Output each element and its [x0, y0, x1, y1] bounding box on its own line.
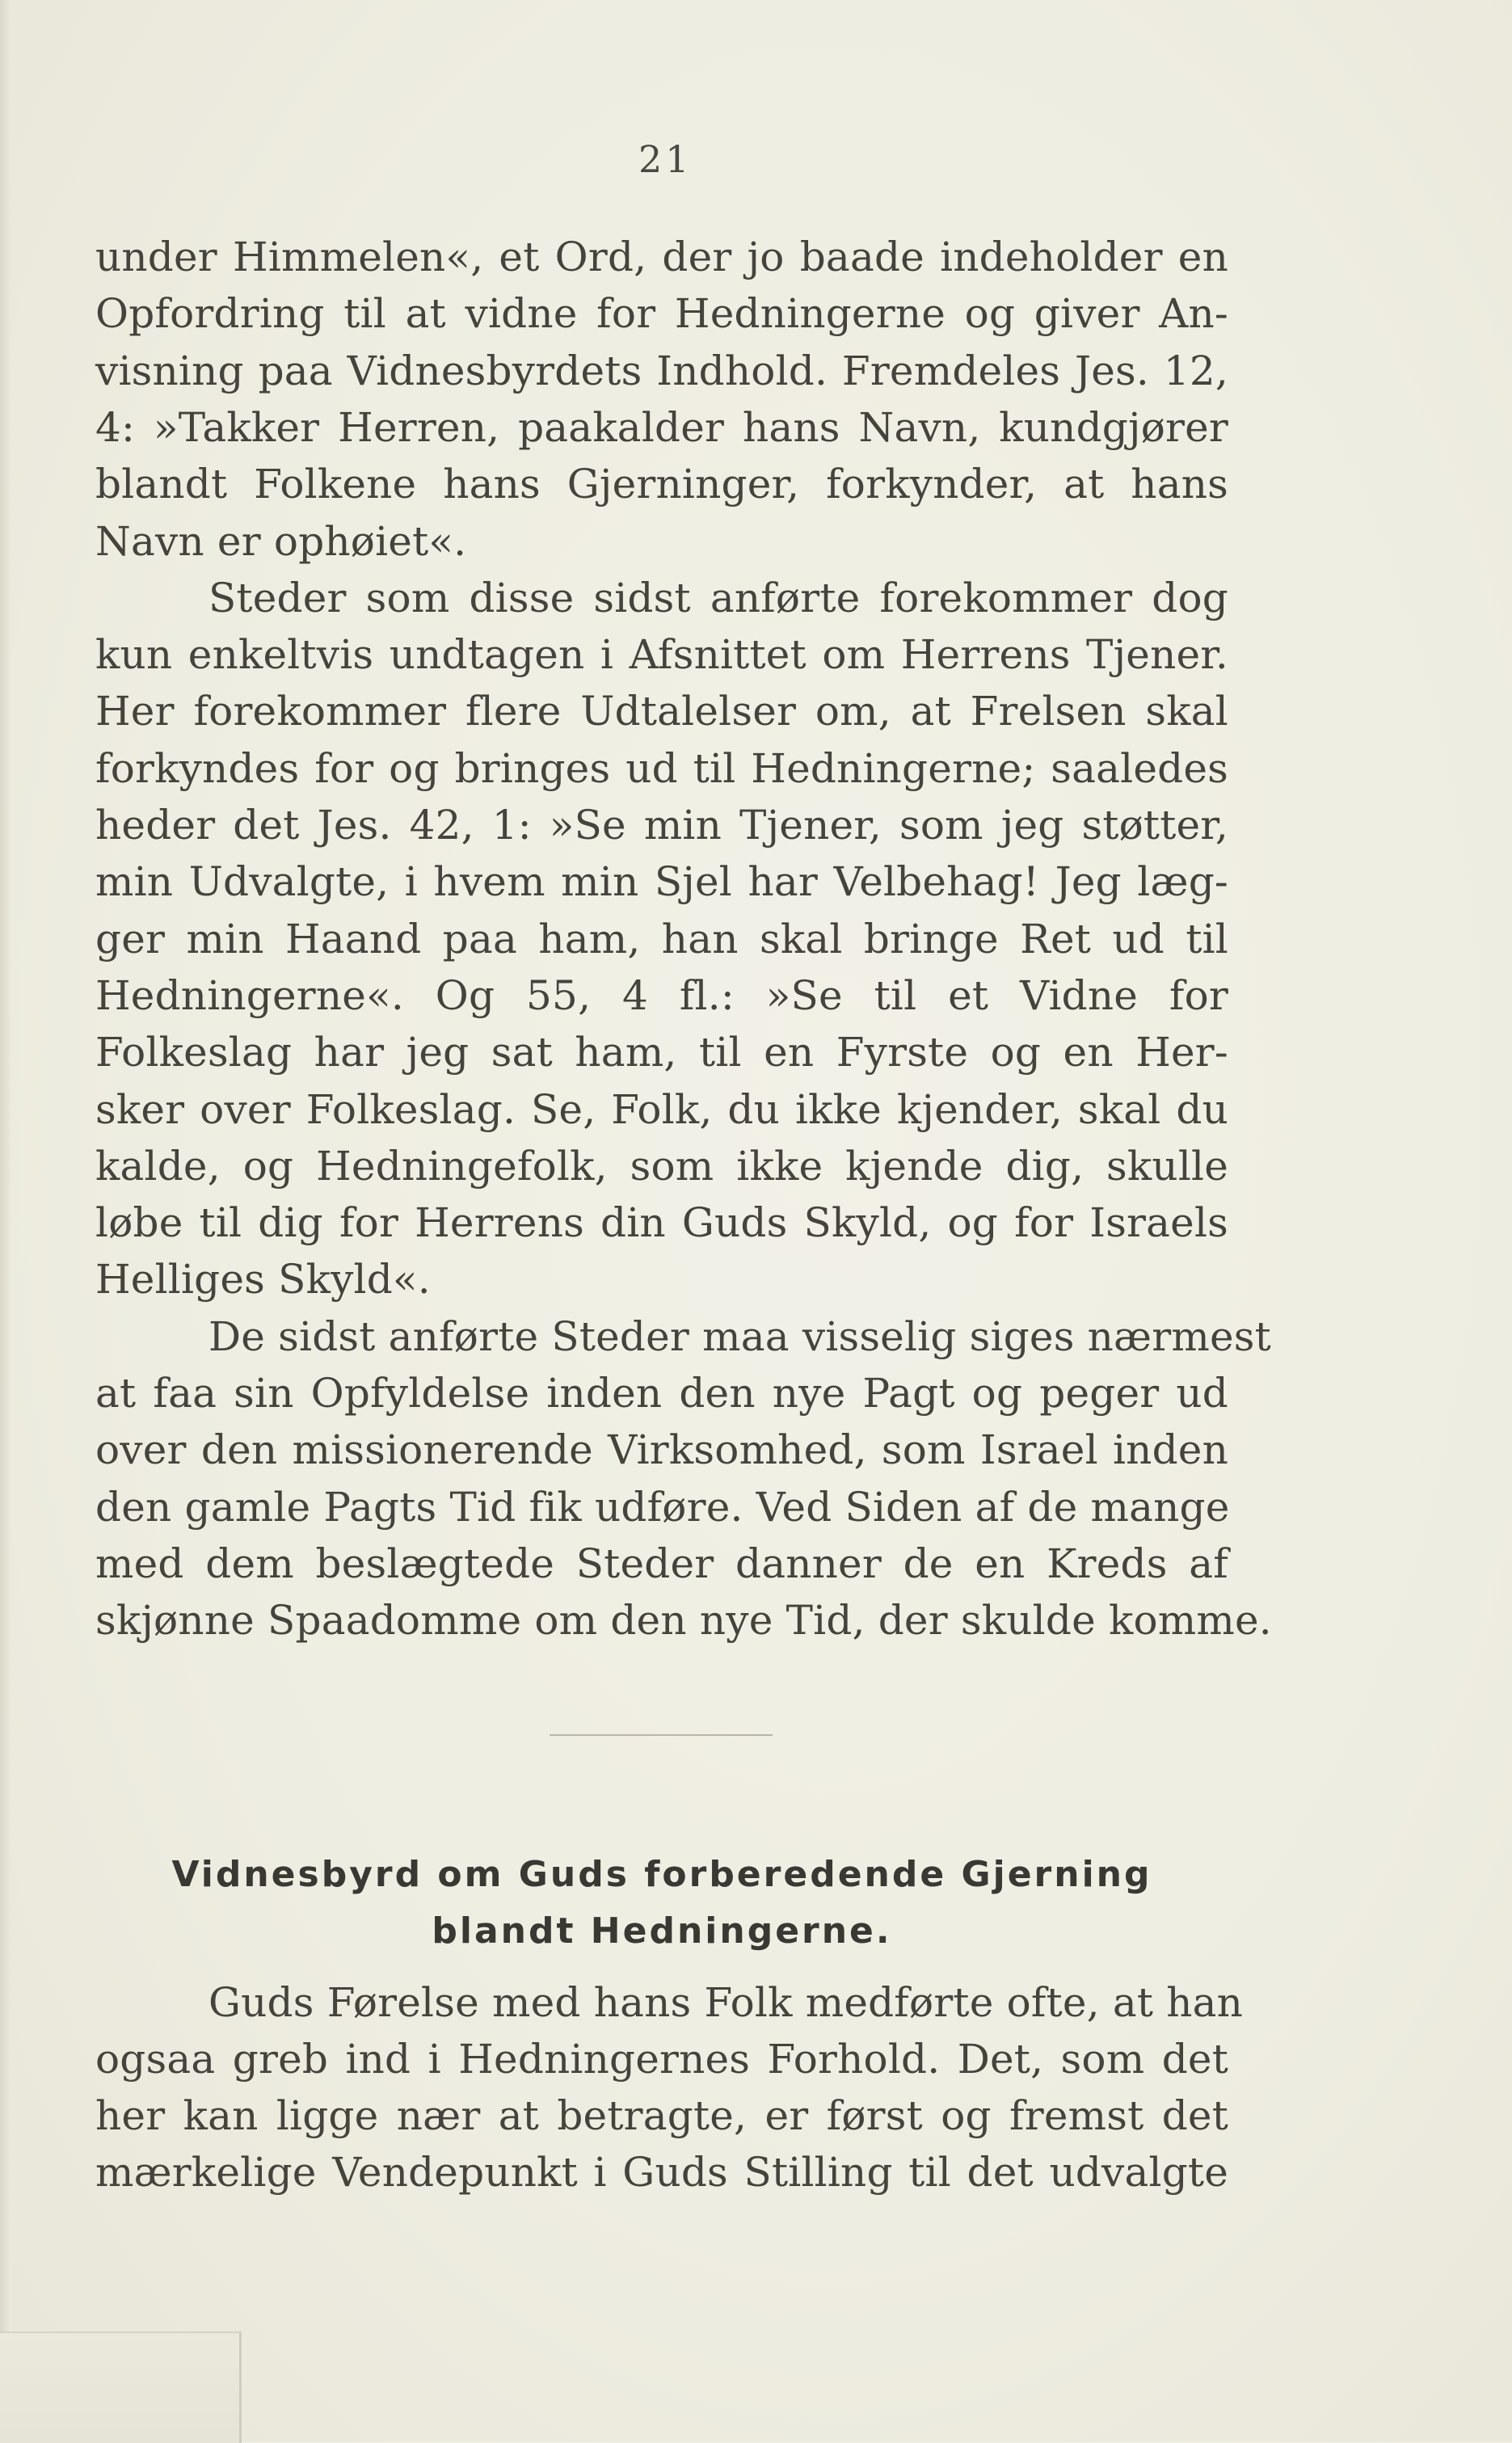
text-line: Hedningerne«. Og 55, 4 fl.: »Se til et Vidne for — [95, 971, 1228, 1019]
text-line: at faa sin Opfyldelse inden den nye Pagt og peger ud — [95, 1370, 1228, 1417]
text-line: min Udvalgte, i hvem min Sjel har Velbehag! Jeg læg- — [95, 858, 1228, 906]
text-line: over den missionerende Virksomhed, som Israel inden — [95, 1426, 1228, 1474]
text-line: mærkelige Vendepunkt i Guds Stilling til det udvalgte — [95, 2149, 1228, 2196]
text-line: skjønne Spaadomme om den nye Tid, der skulde komme. — [95, 1597, 1272, 1645]
text-line: under Himmelen«, et Ord, der jo baade indeholder en — [95, 234, 1228, 280]
heading-line: blandt Hedningerne. — [432, 1910, 892, 1952]
section-divider — [550, 1734, 773, 1736]
text-line: Opfordring til at vidne for Hedningerne og giver An- — [95, 290, 1228, 338]
text-line: med dem beslægtede Steder danner de en Kreds af — [95, 1540, 1228, 1587]
text-line: 4: »Takker Herren, paakalder hans Navn, kundgjører — [95, 403, 1228, 451]
text-line: blandt Folkene hans Gjerninger, forkynder, at hans — [95, 461, 1228, 508]
text-line: Guds Førelse med hans Folk medførte ofte, at han — [208, 1979, 1244, 2026]
text-line: sker over Folkeslag. Se, Folk, du ikke kjender, skal du — [95, 1085, 1228, 1133]
text-line: ger min Haand paa ham, han skal bringe Ret ud til — [95, 915, 1228, 962]
text-line: ogsaa greb ind i Hedningernes Forhold. Det, som det — [95, 2036, 1228, 2083]
text-line: Her forekommer flere Udtalelser om, at Frelsen skal — [95, 688, 1228, 735]
text-line: løbe til dig for Herrens din Guds Skyld, og for Israels — [95, 1199, 1228, 1247]
heading-line: Vidnesbyrd om Guds forberedende Gjerning — [171, 1854, 1152, 1895]
page-number: 21 — [638, 137, 693, 181]
text-line: Helliges Skyld«. — [95, 1256, 431, 1304]
text-line: den gamle Pagts Tid fik udføre. Ved Siden af de mange — [95, 1483, 1230, 1531]
text-line: heder det Jes. 42, 1: »Se min Tjener, som jeg støtter, — [95, 802, 1228, 849]
text-line: forkyndes for og bringes ud til Hedningerne; saaledes — [95, 744, 1228, 792]
text-line: Steder som disse sidst anførte forekommer dog — [208, 574, 1228, 621]
text-line: kun enkeltvis undtagen i Afsnittet om Herrens Tjener. — [95, 631, 1228, 679]
text-line: Folkeslag har jeg sat ham, til en Fyrste og en Her- — [95, 1029, 1228, 1076]
text-line: visning paa Vidnesbyrdets Indhold. Fremdeles Jes. 12, — [95, 347, 1228, 394]
text-line: Navn er ophøiet«. — [95, 517, 467, 565]
page-corner-mark — [0, 2331, 242, 2443]
page-edge-shadow — [0, 0, 11, 2441]
text-line: her kan ligge nær at betragte, er først og fremst det — [95, 2092, 1228, 2139]
text-line: kalde, og Hedningefolk, som ikke kjende dig, skulle — [95, 1142, 1228, 1190]
text-line: De sidst anførte Steder maa visselig siges nærmest — [208, 1312, 1271, 1360]
